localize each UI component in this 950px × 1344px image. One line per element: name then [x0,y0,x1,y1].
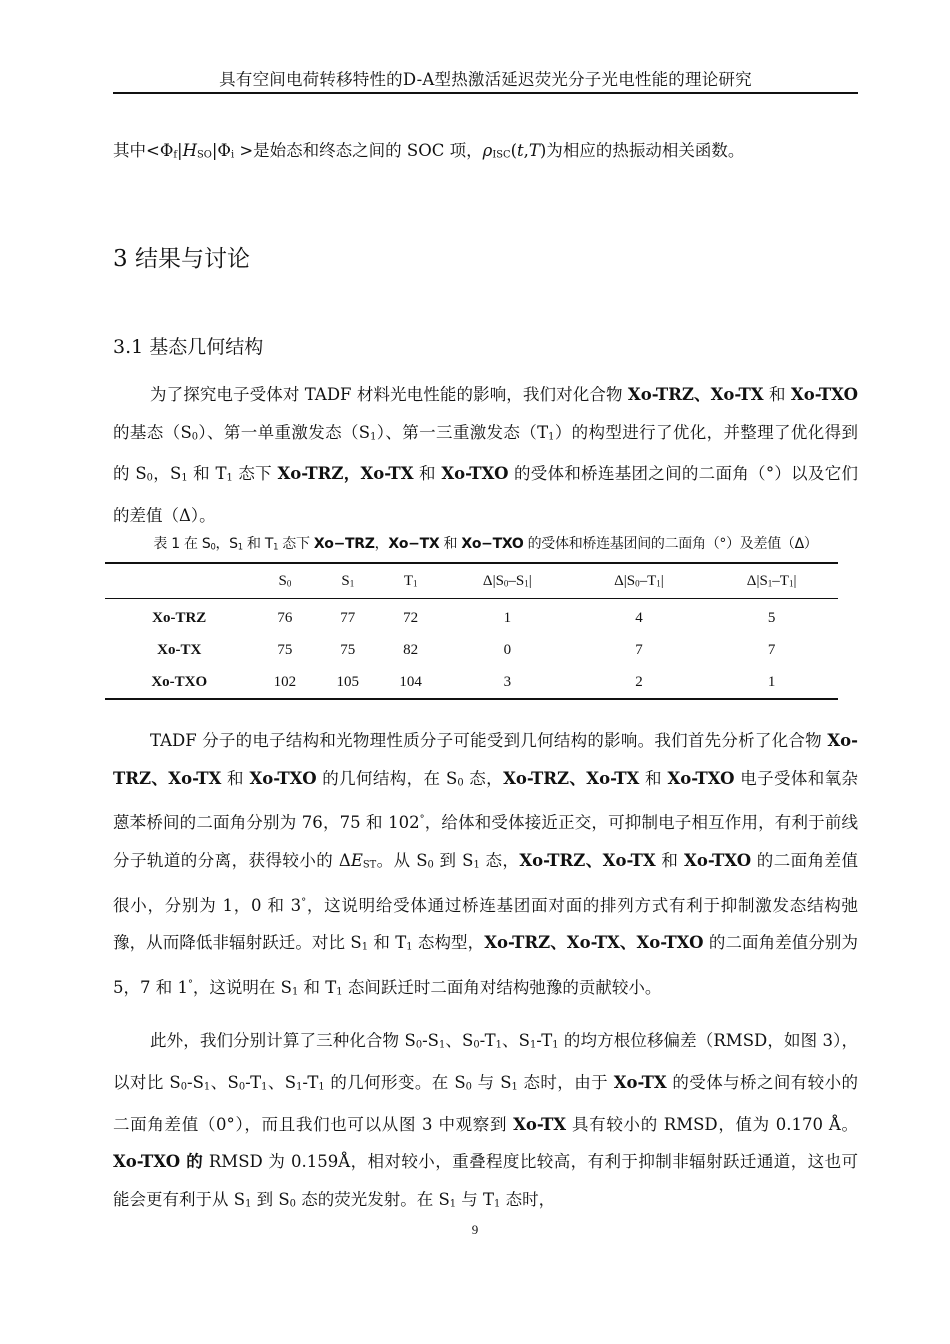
text-run: ρ [482,141,493,160]
subscript: i [230,149,235,161]
bold-text: Xo-TX [513,1114,567,1134]
text-run: -S [422,1031,439,1050]
subscript: 1 [406,941,413,953]
text-run: 的受体和桥连基团之间的二面角（°）以及它们的差值（Δ）。 [113,464,859,526]
text-run: 态构型， [412,933,485,953]
text-run: 态的荧光发射。在 S [295,1189,450,1209]
text-run: 和 [763,385,791,404]
text-run: E [350,850,363,870]
text-run: 、S [501,1031,530,1050]
table-cell: 72 [403,609,419,626]
superscript: ° [187,979,193,991]
subscript: 1 [296,1081,303,1093]
text-run: -T [302,1072,319,1092]
column-header [316,563,379,599]
subscript: 1 [261,1081,268,1093]
text-run: 的几何结构，在 S [316,768,458,788]
subscript: SO [196,149,212,161]
subscript: f [173,149,178,161]
subscript: 1 [181,472,188,484]
text-run: 和 T [187,464,227,484]
table-cell: 102 [273,673,297,690]
subscript: 1 [656,577,661,588]
bold-text: Xo−TX [388,536,440,552]
text-run: 的受体与桥之间有较小的二面角差值（0°），而且我们也可以从图 3 中观察到 [113,1072,859,1134]
row-header: Xo-TX [157,641,202,658]
subscript: 1 [439,1039,446,1051]
subscript: 1 [370,430,377,442]
table-cell: 75 [340,641,356,658]
bold-text: Xo-TX [613,1072,667,1092]
subscript: ST [362,859,377,871]
bold-text: Xo-TRZ、Xo-TX [519,850,656,870]
text-run: TADF 分子的电子结构和光物理性质分子可能受到几何结构的影响。我们首先分析了化合物 [150,731,828,750]
subscript: 0 [427,859,434,871]
text-run: 、S [267,1072,297,1092]
superscript: ° [419,814,425,826]
text-run: 到 S [433,850,474,870]
text-run: >是始态和终态之间的 SOC 项， [234,141,483,160]
intro-line [113,132,858,174]
subscript: 0 [415,1039,423,1051]
table-row [105,599,838,635]
subscript: 0 [210,541,216,552]
text-run: ，这说明给受体通过桥连基团面对面的排列方式有利于抑制激发态结构弛豫，从而降低非辐射跃迁。对比 S [113,895,858,953]
bold-text: Xo-TRZ，Xo-TX [277,464,414,484]
section-title: 3 结果与讨论 [113,246,250,272]
bold-text: Xo−TRZ [313,536,375,552]
column-header [442,563,573,599]
text-run: 与 S [471,1072,512,1092]
text-run: H [182,141,197,160]
subscript: 1 [349,577,355,588]
subscript: 0 [191,430,199,442]
text-run: 的几何形变。在 S [324,1072,466,1092]
text-run: 的均方根位移偏差（RMSD，如图 3），以对比 S [113,1031,858,1092]
text-run: 为了探究电子受体对 TADF 材料光电性能的影响，我们对化合物 [150,385,628,404]
text-run: )为相应的热振动相关函数。 [539,141,745,160]
text-run: 态下 [278,536,314,552]
text-run: 和 [439,536,462,552]
text-run: 态， [463,768,504,788]
text-run: RMSD 为 0.159Å，相对较小，重叠程度比较高，有利于抑制非辐射跃迁通道，这也可能会更有利于从 S [113,1152,858,1209]
text-run: -S [187,1072,204,1092]
paragraph-3 [113,1022,858,1223]
subscript: 1 [529,1039,537,1051]
subscript: 1 [237,541,243,552]
paragraph-2 [113,722,858,1011]
table-cell: 5 [767,609,776,626]
table-cell: 104 [399,673,422,690]
text-run: ）、第一单重激发态（S [198,422,371,442]
bold-text: Xo-TRZ、Xo-TX、Xo-TXO [484,933,704,953]
text-run: T [528,141,540,160]
text-run: ，这说明在 S [192,978,292,998]
text-run: 。从 S [376,850,428,870]
bold-text: Xo-TXO [441,464,509,484]
subscript: 1 [336,986,343,998]
text-run: Δ|S [746,572,768,589]
subscript: 0 [503,577,509,588]
subscript: ISC [492,149,511,161]
text-run: 和 [655,850,685,870]
subscript: 1 [226,472,233,484]
subscript: 1 [291,986,299,998]
text-run: Δ|S [482,572,504,589]
text-run: ( [510,141,517,160]
text-run: 态时， [500,1189,556,1209]
bold-text: Xo-TXO [249,768,317,788]
table-row [105,666,838,699]
text-run: T [403,572,413,589]
text-run: | [528,572,532,589]
subscript: 1 [524,577,529,588]
subscript: 0 [465,1081,472,1093]
column-header [253,563,316,599]
table-cell: 1 [503,609,512,626]
subscript: 1 [449,1198,457,1210]
text-run: ）的构型进行了优化，并整理了优化得到的 S [113,422,858,484]
column-header [705,563,838,599]
text-run: 的二面角差值很小，分别为 1，0 和 3 [113,850,858,915]
page-number: 9 [471,1222,479,1237]
subscript: 1 [412,577,418,588]
text-run: -T [479,1031,496,1050]
text-run: 的基态（S [113,422,192,442]
table-cell: 4 [635,609,643,626]
text-run: 态时，由于 [517,1072,614,1092]
text-run: , [523,141,529,160]
bold-text: Xo-TXO [667,768,735,788]
subscript: 1 [203,1081,211,1093]
text-run: Δ|S [614,572,636,589]
text-run: ，给体和受体接近正交，可抑制电子相互作用，有利于前线分子轨道的分离，获得较小的 Δ [113,813,858,870]
table-cell: 76 [277,609,293,626]
text-run: 具有较小的 RMSD，值为 0.170 Å。 [566,1114,859,1134]
subscript: 1 [511,1081,518,1093]
text-run: | [793,572,797,589]
text-run: 态下 [232,464,278,484]
superscript: ° [301,896,307,908]
column-header [379,563,442,599]
subscript: 1 [273,541,279,552]
subscript: 0 [635,577,640,588]
bold-text: Xo-TRZ、Xo-TX [113,731,858,788]
table-cell: 105 [336,673,360,690]
text-run: 态， [479,850,520,870]
subscript: 0 [289,1198,296,1210]
table-header-row [105,563,838,599]
subscript: 1 [767,577,773,588]
subsection-title: 3.1 基态几何结构 [113,336,264,358]
column-header [573,563,706,599]
text-run: 的受体和桥连基团间的二面角（°）及差值（Δ） [523,536,818,552]
text-run: ，S [152,464,182,484]
text-run: 和 [413,464,442,484]
text-run: 到 S [251,1189,290,1209]
text-run: S [278,572,287,589]
subscript: 0 [238,1081,246,1093]
text-run: –S [508,572,525,589]
table-cell: 75 [277,641,293,658]
subscript: 0 [473,1039,480,1051]
text-run: 态间跃迁时二面角对结构弛豫的贡献较小。 [342,978,662,998]
text-run: 、S [445,1031,474,1050]
text-run: 电子受体和氧杂蒽苯桥间的二面角分别为 76，75 和 102 [113,768,859,833]
text-run: |Φ [211,141,231,160]
subscript: 1 [548,430,555,442]
table-cell: 0 [503,641,512,658]
bold-text: Xo-TXO 的 [113,1152,204,1172]
table-row [105,634,838,666]
subscript: 1 [788,577,794,588]
table-cell: 7 [767,641,776,658]
subscript: 1 [552,1039,559,1051]
text-run: 和 T [242,536,274,552]
row-header: Xo-TRZ [152,609,207,626]
subscript: 0 [286,577,292,588]
column-header [105,563,253,599]
text-run: 和 T [298,978,337,998]
text-run: t [517,141,524,160]
table-cell: 2 [635,673,643,690]
text-run: –T [772,572,789,589]
text-run: | [660,572,664,589]
bold-text: Xo-TXO [684,850,752,870]
text-run: –T [639,572,657,589]
paragraph-1 [113,376,858,535]
running-header: 具有空间电荷转移特性的D-A型热激活延迟荧光分子光电性能的理论研究 [219,70,752,89]
text-run: | [177,141,183,160]
bold-text: Xo-TXO [790,385,858,404]
text-run: S [341,572,350,589]
text-run: 和 [639,768,668,788]
text-run: -T [245,1072,262,1092]
table-cell: 77 [340,609,356,626]
text-run: ， [374,536,389,552]
text-run: 、S [210,1072,239,1092]
text-run: 与 T [456,1189,495,1209]
row-header: Xo-TXO [151,673,208,690]
subscript: 0 [146,472,153,484]
bold-text: Xo-TRZ、Xo-TX [627,385,764,404]
text-run: ，S [215,536,238,552]
subscript: 1 [245,1198,252,1210]
text-run: 的二面角差值分别为 5，7 和 1 [113,933,859,998]
subscript: 1 [473,859,480,871]
subscript: 0 [180,1081,187,1093]
table-cell: 82 [403,641,419,658]
text-run: -T [536,1031,553,1050]
subscript: 1 [318,1081,325,1093]
table-cell: 3 [503,673,512,690]
header-rule [113,92,858,94]
table-cell: 1 [767,673,776,690]
table-cell: 7 [635,641,643,658]
text-run: 其中<Φ [113,141,174,160]
text-run: 此外，我们分别计算了三种化合物 S [150,1031,416,1050]
text-run: ）、第一三重激发态（T [376,422,549,442]
bold-text: Xo−TXO [461,536,524,552]
subscript: 1 [361,941,369,953]
subscript: 1 [495,1039,502,1051]
bold-text: Xo-TRZ、Xo-TX [503,768,640,788]
subscript: 0 [457,776,464,788]
text-run: 和 [221,768,250,788]
table-caption [113,533,858,553]
text-run: 表 1 在 S [153,536,211,552]
subscript: 1 [494,1198,501,1210]
dihedral-table [105,562,838,700]
text-run: 和 T [368,933,407,953]
